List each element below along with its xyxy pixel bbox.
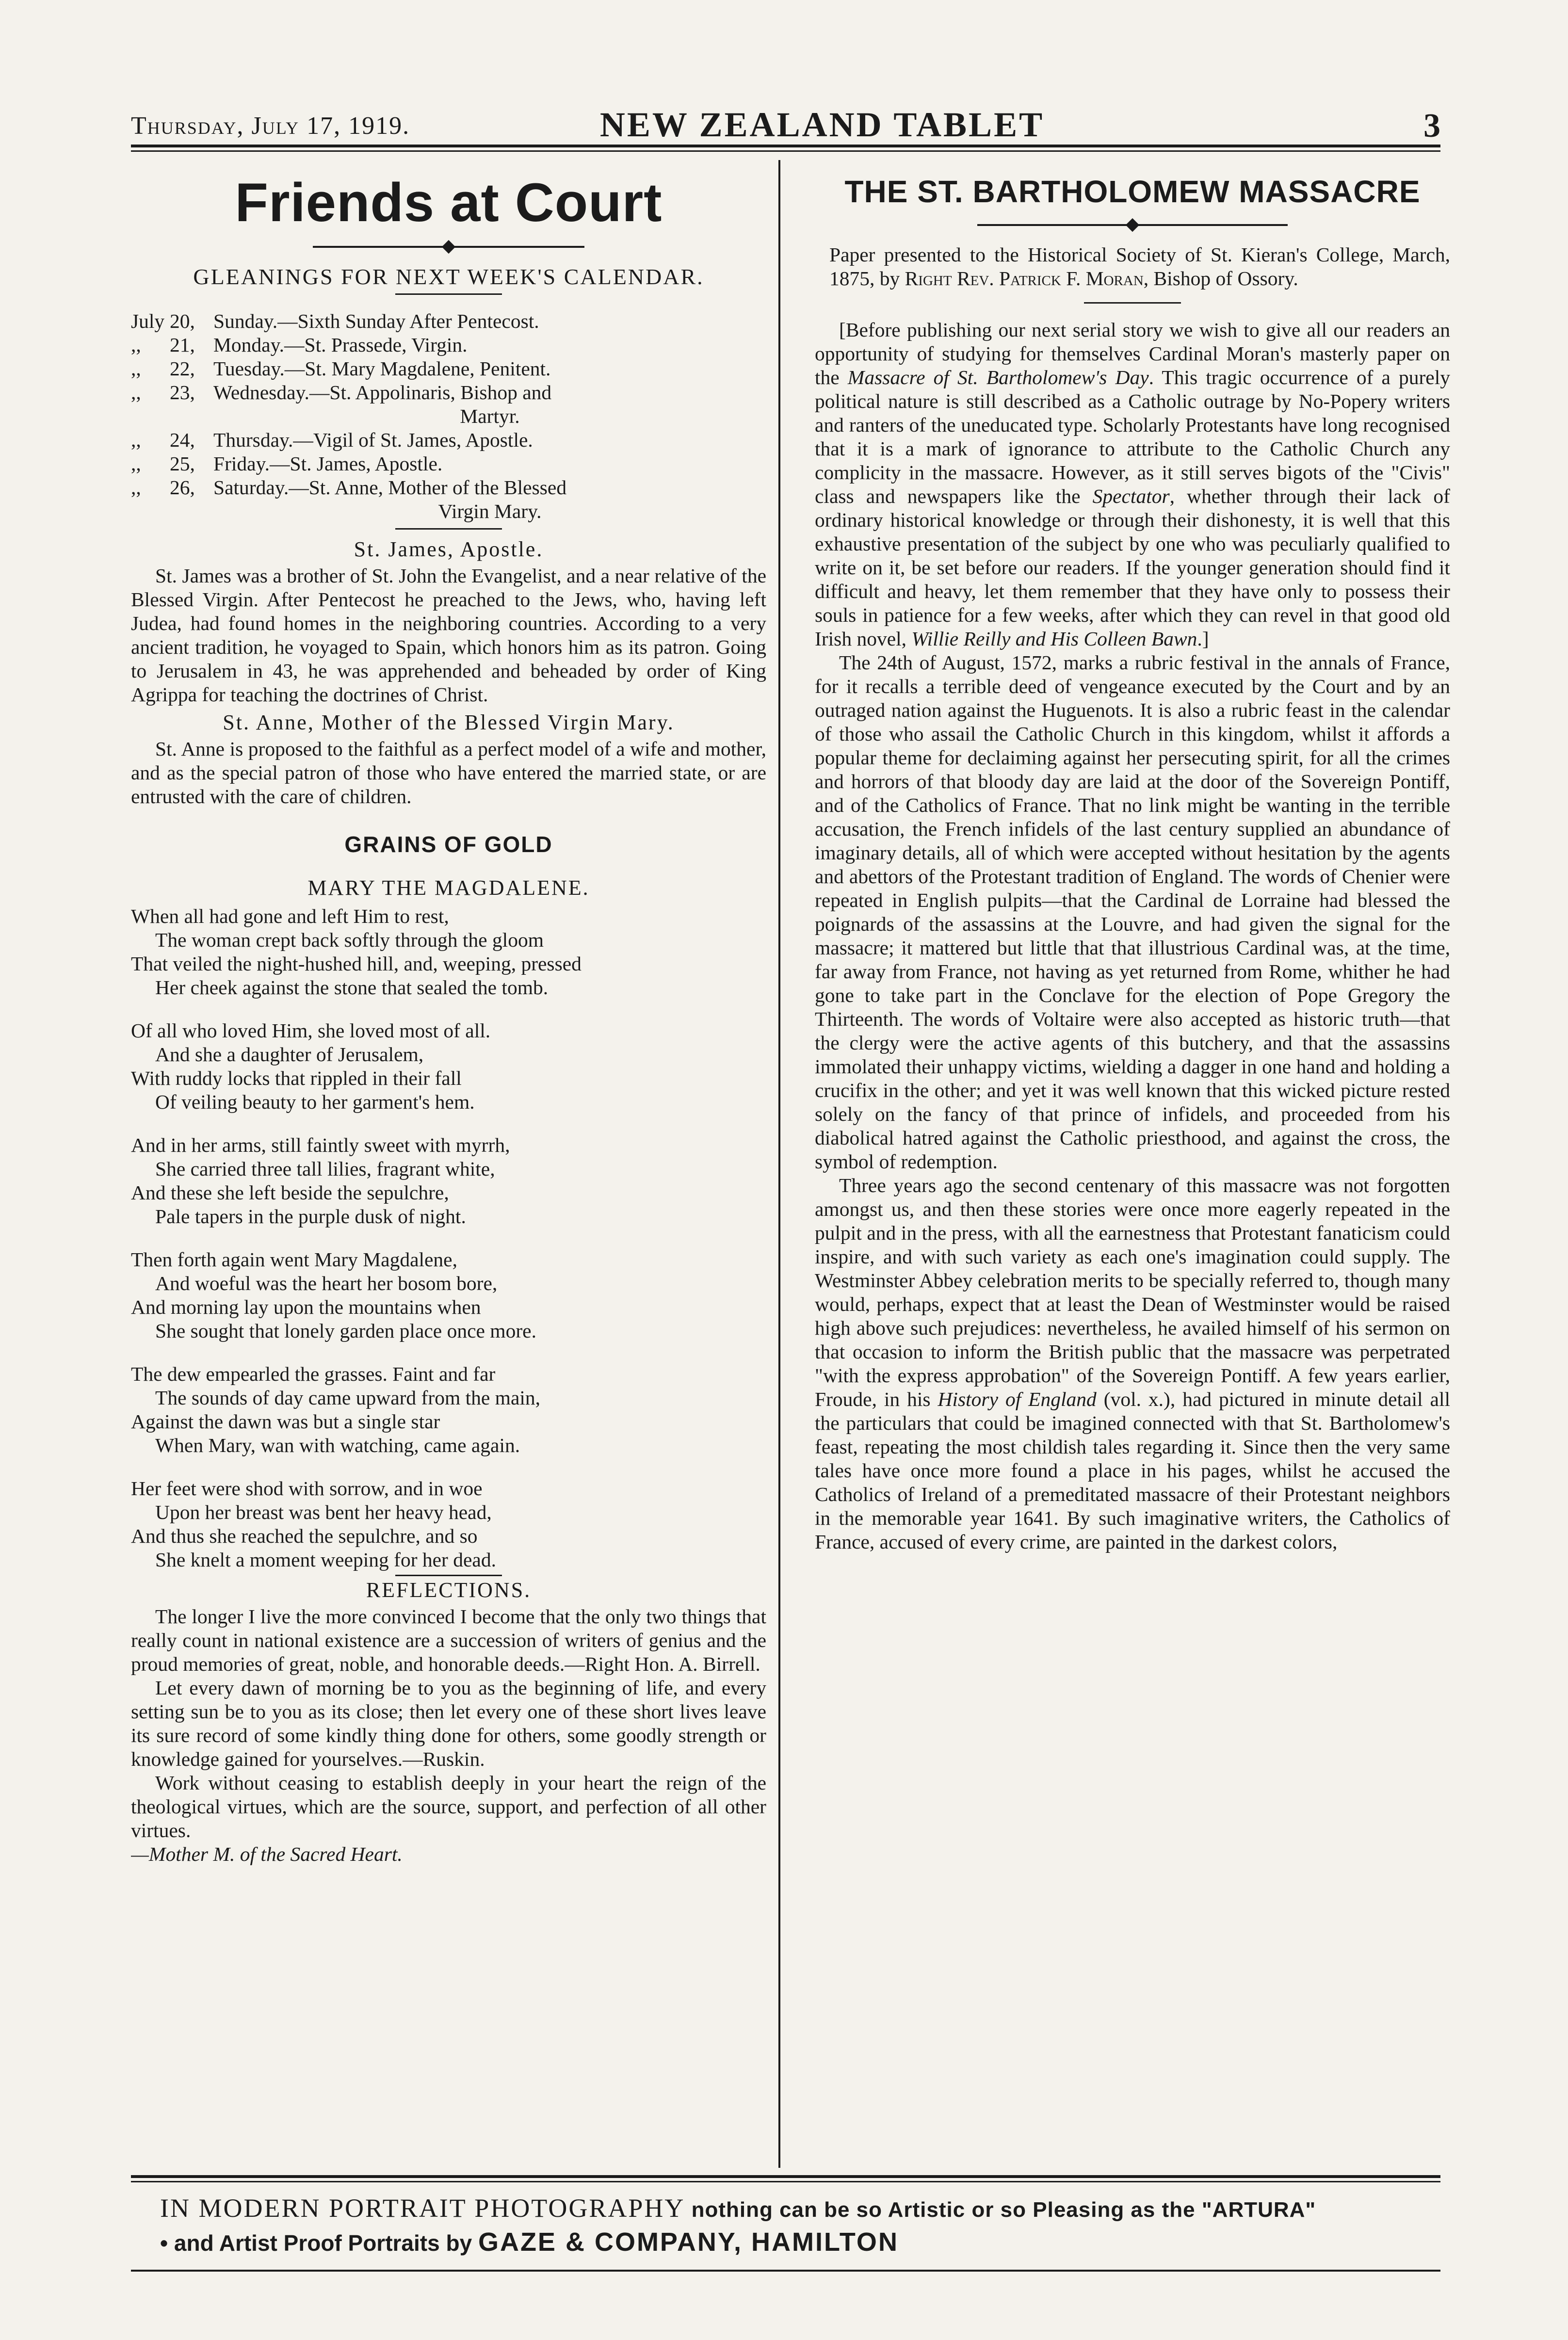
- calendar-entry: ,, 23, Wednesday.—St. Appolinaris, Bishop and: [131, 381, 552, 403]
- reflections-heading: REFLECTIONS.: [366, 1578, 532, 1602]
- page-number: 3: [1423, 107, 1440, 145]
- short-rule: [1084, 302, 1181, 304]
- poem-stanza: When all had gone and left Him to rest, The woman crept back softly through the gloom That veiled the night-hushed hill, and, weeping, pressed Her cheek against the stone that sealed the tomb.: [131, 905, 582, 999]
- article-paragraph: The 24th of August, 1572, marks a rubric festival in the annals of France, for it recalls a terrible deed of vengeance executed by the Court and by an outraged nation against the Huguenots. It is also a rubric feast in the calendar of those who assail the Catholic Church in this kingdom, whilst it affords a popular theme for declaiming against her persecuting spirit, for all the crimes and horrors of that bloody day are laid at the door of the Sovereign Pontiff, and of the Catholics of France. That no link might be wanting in the terrible accusation, the French infidels of the last century supplied an abundance of imaginary details, all of which were accepted without hesitation by the agents and abettors of the Protestant tradition of England. The words of Chenier were repeated in English pulpits—that the Cardinal de Lorraine had blessed the poignards of the assassins at the Louvre, and had given the signal for the massacre; it mattered but little that that illustrious Cardinal was, at the time, far away from France, not having as yet returned from Rome, whither he had gone to take part in the Conclave for the election of Pope Gregory the Thirteenth. The words of Voltaire were also accepted as historic truth—that the clergy were the active agents of this butchery, and that the assassins immolated their unhappy victims, wielding a dagger in one hand and holding a crucifix in the other; and yet it was well known that this wicked picture rested solely on the fancy of that prince of infidels, and proceeded from his diabolical hatred against the Catholic priesthood, and against the cross, the symbol of redemption.: [815, 651, 1450, 1173]
- editor-note: [Before publishing our next serial story we wish to give all our readers an opportunity of studying for themselves Cardinal Moran's masterly paper on the Massacre of St. Bartholomew's Day. This tragic occurrence of a purely political nature is still described as a Catholic outrage by No-Popery writers and ranters of the uneducated type. Scholarly Protestants have long recognised that it is a mark of ignorance to attribute to the Catholic Church any complicity in the massacre. However, as it still serves bigots of the "Civis" class and newspapers like the Spectator, whether through their lack of ordinary historical knowledge or through their dishonesty, it is well that this exhaustive presentation of the subject by one who was peculiarly qualified to write on it, be set before our readers. If the younger generation should find it difficult and heavy, let them remember that they have only to possess their souls in patience for a few weeks, after which they can revel in that good old Irish novel, Willie Reilly and His Colleen Bawn.]: [815, 319, 1450, 650]
- masthead: [131, 102, 1440, 145]
- calendar-heading: GLEANINGS FOR NEXT WEEK'S CALENDAR.: [193, 264, 704, 289]
- paper-byline: Paper presented to the Historical Society of St. Kieran's College, March, 1875, by Right Rev. Patrick F. Moran, Bishop of Ossory.: [829, 243, 1450, 290]
- calendar-entry: ,, 21, Monday.—St. Prassede, Virgin.: [131, 334, 468, 356]
- reflection-text: Let every dawn of morning be to you as the beginning of life, and every setting sun be to you as its close; then let every one of these short lives leave its sure record of some kindly thing done for others, some goodly strength or knowledge gained for yourselves.—Ruskin.: [131, 1677, 766, 1770]
- right-column: [815, 162, 1450, 2165]
- short-rule: [395, 293, 502, 295]
- calendar-entry-continued: Virgin Mary.: [438, 500, 542, 522]
- reflection-text: The longer I live the more convinced I become that the only two things that really count in national existence are a succession of writers of genius and the proud memories of great, noble, and honorable deeds.—Right Hon. A. Birrell.: [131, 1605, 766, 1675]
- footer-bottom-rule: [131, 2270, 1440, 2272]
- calendar-entry: ,, 22, Tuesday.—St. Mary Magdalene, Penitent.: [131, 357, 551, 380]
- header-rule-thin: [131, 150, 1440, 152]
- calendar-entry: ,, 24, Thursday.—Vigil of St. James, Apostle.: [131, 429, 533, 451]
- column-divider: [778, 160, 780, 2168]
- left-column: [131, 162, 766, 2165]
- reflection-attribution: —Mother M. of the Sacred Heart.: [131, 1843, 403, 1865]
- calendar-entry-continued: Martyr.: [460, 405, 520, 427]
- massacre-title: THE ST. BARTHOLOMEW MASSACRE: [844, 174, 1421, 209]
- poem-stanza: The dew empearled the grasses. Faint and far The sounds of day came upward from the main, Against the dawn was but a single star When Mary, wan with watching, came again.: [131, 1363, 541, 1456]
- ornamental-rule: [313, 240, 584, 254]
- footer-rule: [131, 2175, 1440, 2178]
- st-anne-heading: St. Anne, Mother of the Blessed Virgin Mary.: [223, 710, 675, 734]
- poem-title: MARY THE MAGDALENE.: [307, 876, 590, 900]
- studio-name: GAZE & COMPANY, HAMILTON: [478, 2227, 899, 2257]
- friends-at-court-title: Friends at Court: [235, 172, 663, 233]
- footer-advertisement: IN MODERN PORTRAIT PHOTOGRAPHY nothing can be so Artistic or so Pleasing as the "ARTURA" • and Artist Proof Portraits by GAZE & COMPANY, HAMILTON: [160, 2194, 1316, 2257]
- paper-name: NEW ZEALAND TABLET: [599, 105, 1045, 144]
- calendar-entry: July 20, Sunday.—Sixth Sunday After Pentecost.: [131, 310, 539, 332]
- st-james-text: St. James was a brother of St. John the Evangelist, and a near relative of the Blessed Virgin. After Pentecost he preached to the Jews, who, having left Judea, had found homes in the neighboring countries. According to a very ancient tradition, he voyaged to Spain, which honors him as its patron. Going to Jerusalem in 43, he was apprehended and beheaded by order of King Agrippa for teaching the doctrines of Christ.: [131, 565, 766, 706]
- poem-stanza: Her feet were shod with sorrow, and in woe Upon her breast was bent her heavy head, And thus she reached the sepulchre, and so She knelt a moment weeping for her dead.: [131, 1477, 496, 1571]
- poem-stanza: And in her arms, still faintly sweet with myrrh, She carried three tall lilies, fragrant white, And these she left beside the sepulchre, Pale tapers in the purple dusk of night.: [131, 1134, 510, 1227]
- short-rule: [395, 528, 502, 530]
- ornamental-rule: [977, 218, 1288, 232]
- st-anne-text: St. Anne is proposed to the faithful as a perfect model of a wife and mother, and as the special patron of those who have entered the married state, or are entrusted with the care of children.: [131, 738, 766, 807]
- author-name: Right Rev. Patrick F. Moran: [905, 267, 1144, 290]
- short-rule: [395, 1575, 502, 1576]
- st-james-heading: St. James, Apostle.: [354, 537, 544, 561]
- header-rule: [131, 145, 1440, 147]
- poem-stanza: Then forth again went Mary Magdalene, And woeful was the heart her bosom bore, And morning lay upon the mountains when She sought that lonely garden place once more.: [131, 1248, 536, 1342]
- calendar-entry: ,, 26, Saturday.—St. Anne, Mother of the Blessed: [131, 476, 567, 499]
- grains-of-gold-heading: GRAINS OF GOLD: [344, 832, 553, 857]
- poem: [131, 904, 766, 1572]
- reflection-text: Work without ceasing to establish deeply in your heart the reign of the theological virtues, which are the source, support, and perfection of all other virtues. —Mother M. of the Sacred Heart.: [131, 1772, 766, 1865]
- calendar-list: [131, 309, 766, 523]
- poem-stanza: Of all who loved Him, she loved most of all. And she a daughter of Jerusalem, With ruddy locks that rippled in their fall Of veiling beauty to her garment's hem.: [131, 1019, 491, 1113]
- footer-rule-thin: [131, 2181, 1440, 2182]
- article-paragraph: Three years ago the second centenary of this massacre was not forgotten amongst us, and then these stories were once more eagerly repeated in the pulpit and in the press, with all the earnestness that Protestant fanaticism could inspire, and with such variety as each one's imagination could supply. The Westminster Abbey celebration merits to be specially referred to, though many would, perhaps, expect that at least the Dean of Westminster would be raised high above such prejudices: nevertheless, he availed himself of his sermon on that occasion to inform the British public that the massacre was perpetrated "with the express approbation" of the Sovereign Pontiff. A few years earlier, Froude, in his History of England (vol. x.), had pictured in minute detail all the particulars that could be imagined connected with that St. Bartholomew's feast, repeating the most childish tales regarding it. Since then the very same tales have once more found a place in his pages, whilst he accused the Catholics of Ireland of a premeditated massacre of their Protestant neighbors in the memorable year 1641. By such imaginative writers, the Catholics of France, accused of every crime, are painted in the darkest colors,: [815, 1174, 1450, 1553]
- calendar-entry: ,, 25, Friday.—St. James, Apostle.: [131, 452, 443, 475]
- issue-date: Thursday, July 17, 1919.: [131, 112, 410, 140]
